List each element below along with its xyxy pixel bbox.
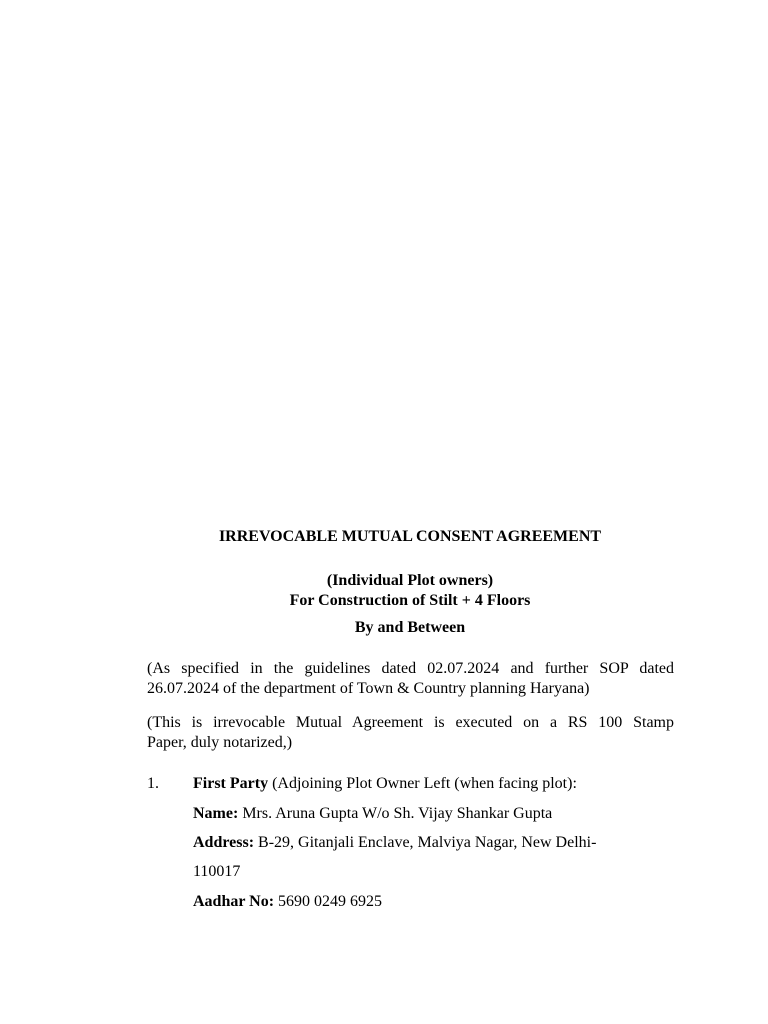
subtitle-plot-owners: (Individual Plot owners) xyxy=(326,572,494,589)
first-party-address xyxy=(193,833,674,853)
address-value: B-29, Gitanjali Enclave, Malviya Nagar, New Delhi- xyxy=(254,834,597,851)
stamp-paper-line-2: Paper, duly notarized,) xyxy=(147,734,293,751)
aadhar-label: Aadhar No: xyxy=(193,893,275,910)
guidelines-line-2: 26.07.2024 of the department of Town & Country planning Haryana) xyxy=(147,680,590,697)
subtitle-by-and-between: By and Between xyxy=(354,619,466,636)
stamp-paper-paragraph xyxy=(147,713,674,753)
subtitle-construction: For Construction of Stilt + 4 Floors xyxy=(289,592,531,609)
first-party-aadhar xyxy=(193,892,674,912)
first-party-description: (Adjoining Plot Owner Left (when facing plot): xyxy=(268,775,577,792)
first-party-label: First Party xyxy=(193,775,269,792)
first-party-address-continued: 110017 xyxy=(193,863,241,880)
first-party-heading xyxy=(193,774,674,794)
first-party-name xyxy=(193,804,674,824)
stamp-paper-line-1: (This is irrevocable Mutual Agreement is executed on a RS 100 Stamp xyxy=(147,714,674,731)
guidelines-line-1: (As specified in the guidelines dated 02.07.2024 and further SOP dated xyxy=(147,660,674,677)
name-label: Name: xyxy=(193,805,239,822)
aadhar-value: 5690 0249 6925 xyxy=(274,893,383,910)
guidelines-paragraph xyxy=(147,659,674,699)
address-label: Address: xyxy=(193,834,255,851)
name-value: Mrs. Aruna Gupta W/o Sh. Vijay Shankar Gupta xyxy=(238,805,553,822)
list-number: 1. xyxy=(147,775,159,792)
document-title: IRREVOCABLE MUTUAL CONSENT AGREEMENT xyxy=(218,528,602,545)
